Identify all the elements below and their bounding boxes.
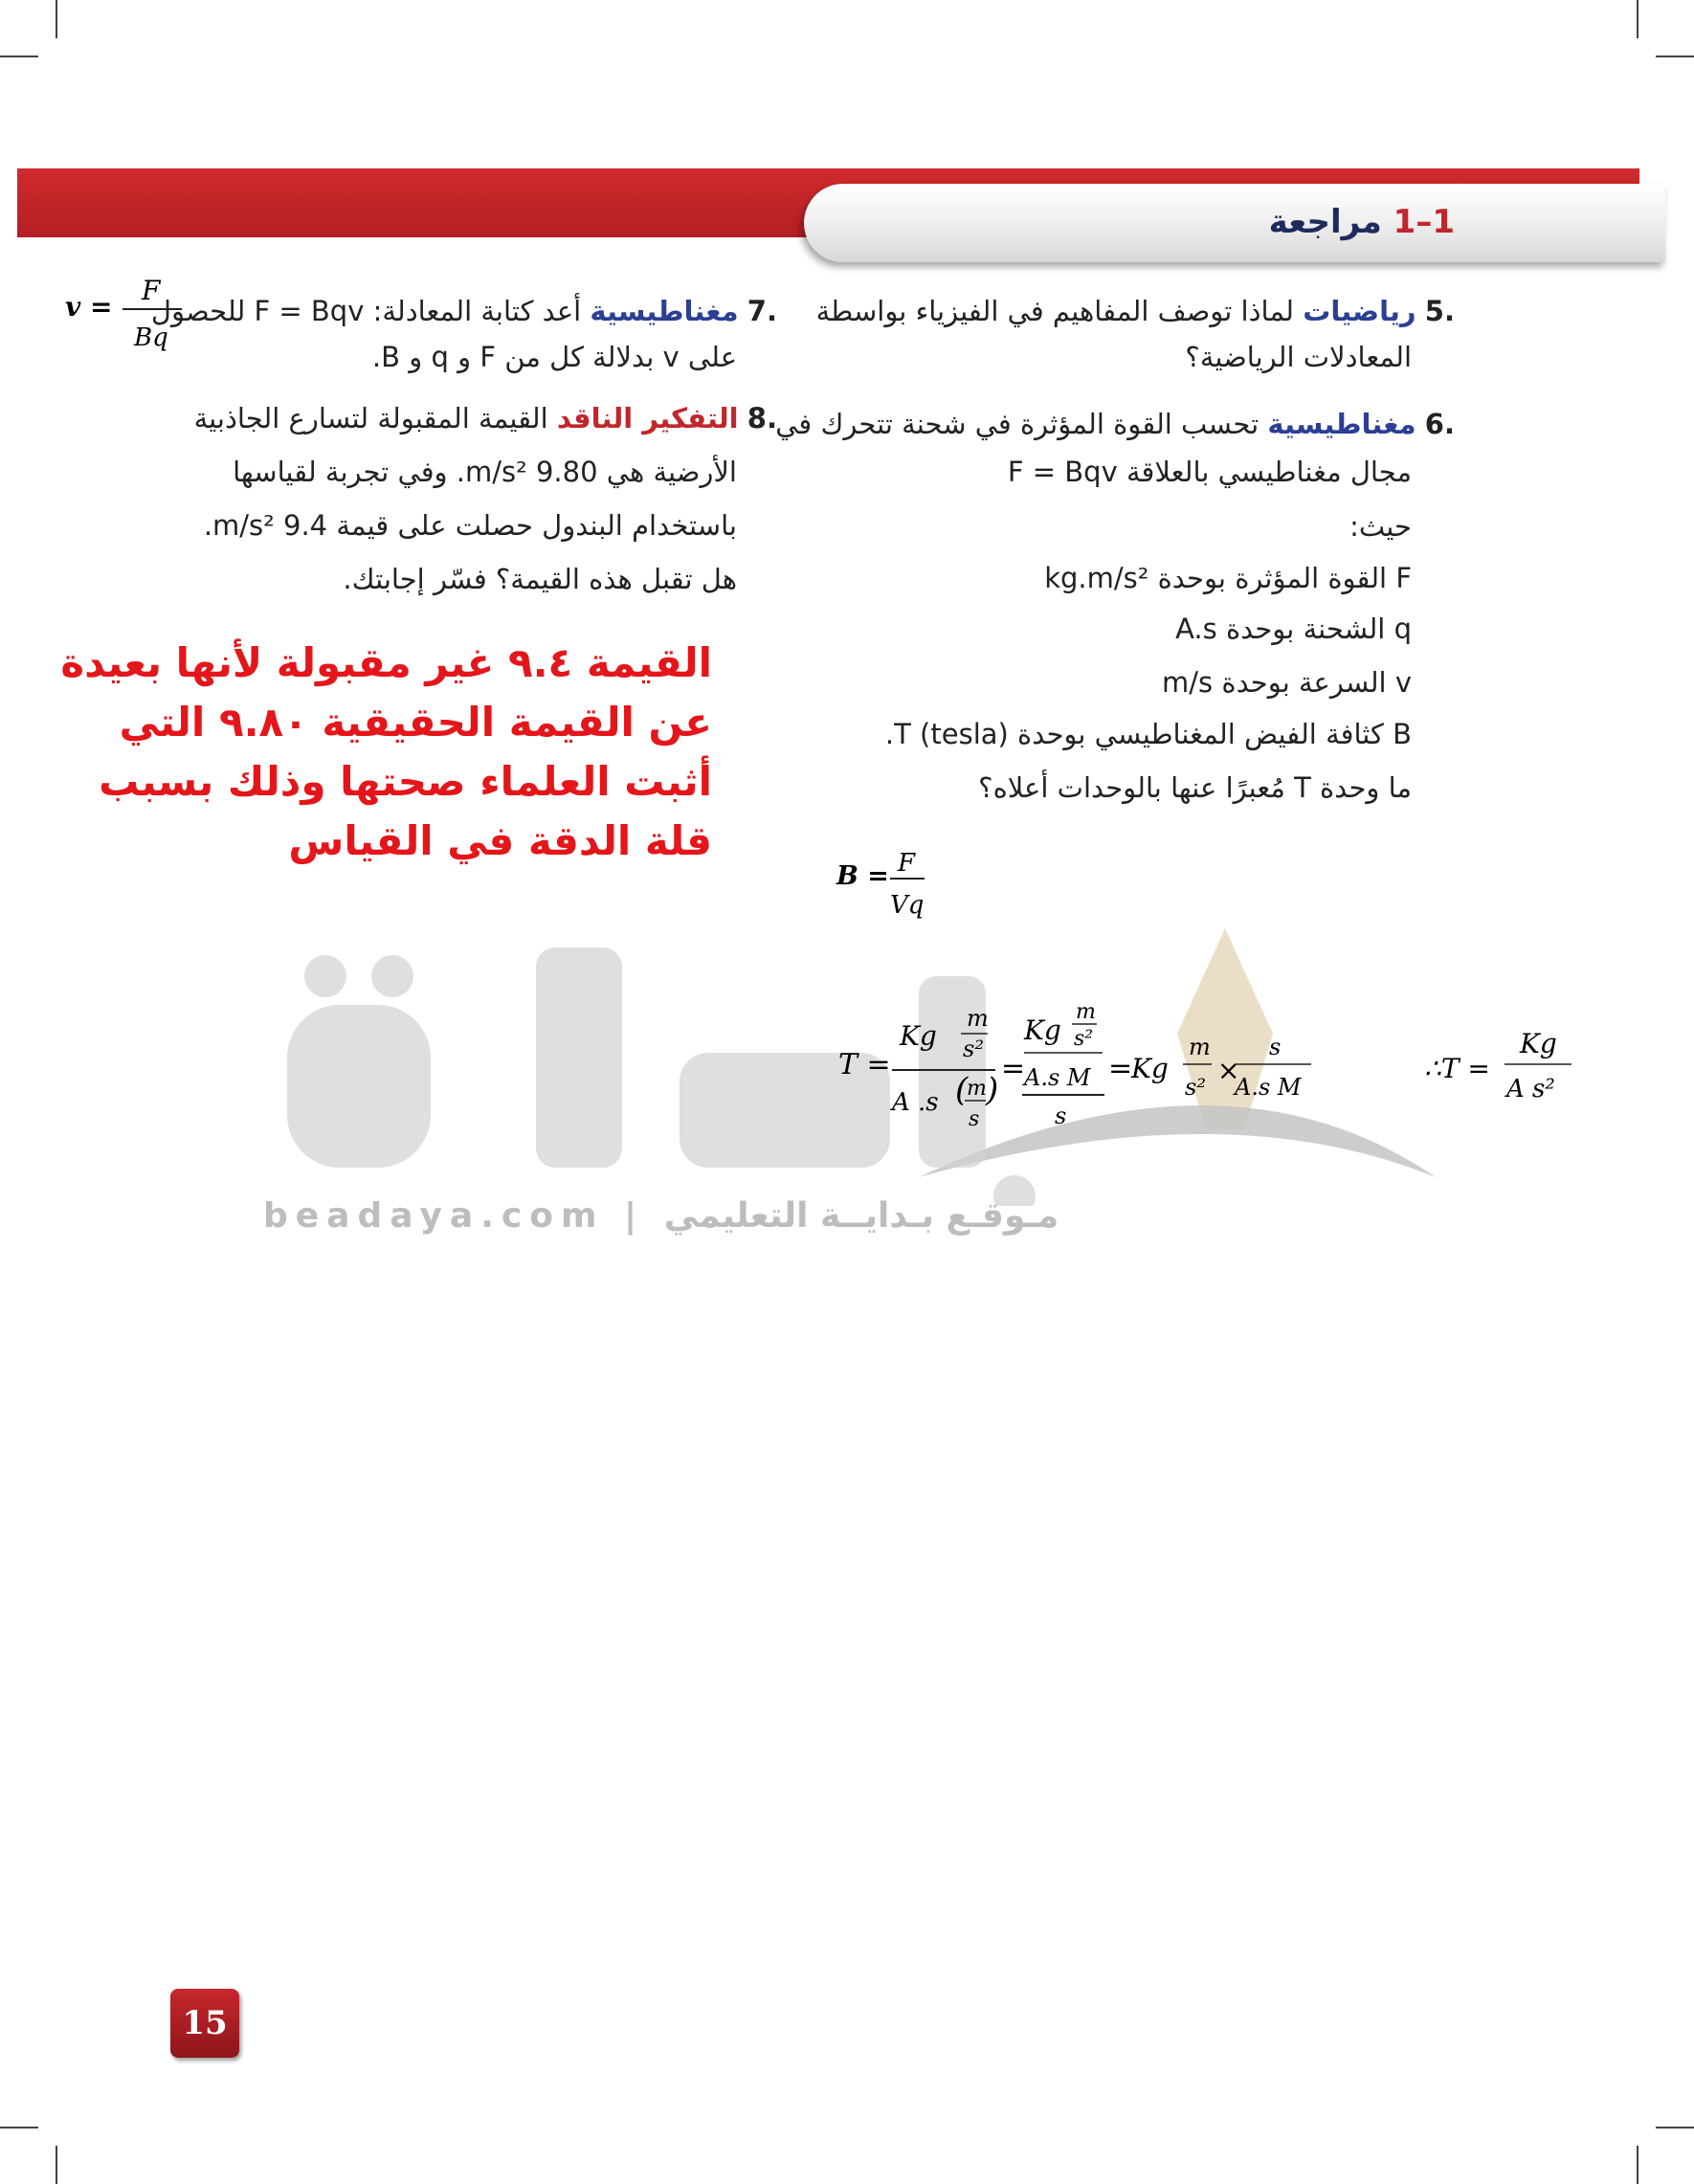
frac1-as: A .s [892, 1088, 939, 1117]
question-8-line3: باستخدام البندول حصلت على قيمة 9.4 m/s². [203, 509, 737, 542]
frac1-inner-m: m [967, 1077, 987, 1101]
frac2-asm: A.s M [1024, 1064, 1091, 1091]
formula-v-lhs: v = [65, 291, 113, 323]
answer-q8: القيمة ٩.٤ غير مقبولة لأنها بعيدة عن القيمة الحقيقية ٩.٨٠ التي أثبت العلماء صحتها وذلك بسبب قلة الدقة في القياس [60, 639, 712, 864]
frac2-m: m [1076, 1000, 1096, 1024]
frac1-s2: s² [963, 1036, 984, 1062]
question-8-line2: الأرضية هي 9.80 m/s². وفي تجربة لقياسها [233, 456, 737, 488]
crop-mark [0, 2127, 38, 2128]
question-number: .8 [747, 402, 777, 435]
term-s2: s² [1185, 1074, 1206, 1101]
eq-sign-1: = [1001, 1052, 1026, 1085]
paren-close: ) [986, 1071, 999, 1109]
formula-t-lhs: T = [838, 1048, 891, 1081]
question-6-where: حيث: [1349, 510, 1412, 543]
formula-v-den: Bq [134, 323, 168, 352]
formula-t-derivation [833, 995, 1598, 1168]
section-tab [804, 184, 1665, 262]
formula-v [57, 263, 191, 368]
crop-mark [1637, 0, 1638, 38]
formula-b-num: F [898, 849, 916, 878]
question-5-cont: المعادلات الرياضية؟ [1185, 341, 1412, 373]
question-number: .6 [1424, 408, 1455, 440]
crop-mark [1656, 56, 1694, 57]
section-title: مراجعة [1268, 203, 1382, 241]
question-6-ask: ما وحدة T مُعبرًا عنها بالوحدات أعلاه؟ [978, 771, 1412, 804]
section-number: 1–1 [1393, 203, 1455, 241]
watermark-tagline: مـوقـع بـدايــة التعليمي [663, 1196, 1059, 1236]
term-kg: Kg [1131, 1053, 1169, 1084]
formula-v-num: F [142, 275, 161, 306]
term-asm: A.s M [1235, 1074, 1302, 1101]
question-8-line4: هل تقبل هذه القيمة؟ فسّر إجابتك. [343, 563, 737, 595]
question-text: أعد كتابة المعادلة: F = Bqv للحصول [150, 295, 582, 327]
crop-mark [1637, 2146, 1638, 2184]
term-m: m [1189, 1034, 1211, 1060]
frac2-s: s [1055, 1103, 1067, 1129]
question-6 [775, 398, 1455, 450]
definition-f: F القوة المؤثرة بوحدة kg.m/s² [1044, 562, 1412, 594]
question-text: تحسب القوة المؤثرة في شحنة تتحرك في [775, 408, 1259, 440]
formula-b-lhs: B = [836, 861, 889, 891]
crop-mark [56, 0, 57, 38]
watermark-site [263, 1196, 1059, 1236]
formula-b-den: Vq [890, 891, 925, 920]
question-5 [815, 285, 1455, 337]
frac2-s2: s² [1074, 1027, 1094, 1051]
question-8 [194, 392, 777, 444]
definition-b: B كثافة الفيض المغناطيسي بوحدة T (tesla). [884, 718, 1412, 750]
frac2-kg: Kg [1024, 1014, 1061, 1046]
page-number: 15 [170, 1989, 239, 2058]
definition-q: q الشحنة بوحدة A.s [1175, 613, 1412, 645]
crop-mark [56, 2146, 57, 2184]
question-text: القيمة المقبولة لتسارع الجاذبية [193, 402, 548, 435]
question-keyword: مغناطيسية [1267, 408, 1416, 440]
frac1-m: m [967, 1005, 989, 1032]
crop-mark [0, 56, 38, 57]
section-heading [1269, 196, 1455, 249]
crop-mark [1656, 2127, 1694, 2128]
question-6-line2: مجال مغناطيسي بالعلاقة F = Bqv [1007, 456, 1412, 488]
question-number: .5 [1424, 295, 1455, 327]
paren-open: ( [955, 1071, 969, 1109]
result-num: Kg [1520, 1028, 1557, 1059]
question-text: لماذا توصف المفاهيم في الفيزياء بواسطة [815, 295, 1294, 327]
definition-v: v السرعة بوحدة m/s [1162, 666, 1412, 699]
frac1-inner-s: s [969, 1107, 980, 1131]
question-keyword: التفكير الناقد [556, 402, 739, 435]
result-den: A s² [1506, 1075, 1555, 1103]
watermark-domain: beadaya.com | [263, 1196, 645, 1236]
result-lhs: ∴T = [1424, 1053, 1490, 1084]
question-number: .7 [747, 295, 777, 327]
term-s: s [1269, 1034, 1282, 1060]
question-7 [151, 285, 777, 337]
times-sign: × [1217, 1055, 1240, 1086]
frac1-kg: Kg [900, 1020, 937, 1052]
question-7-cont: على v بدلالة كل من F و q و B. [371, 341, 737, 373]
eq-sign-2: = [1108, 1052, 1133, 1085]
question-keyword: رياضيات [1303, 295, 1416, 327]
question-keyword: مغناطيسية [590, 295, 739, 327]
